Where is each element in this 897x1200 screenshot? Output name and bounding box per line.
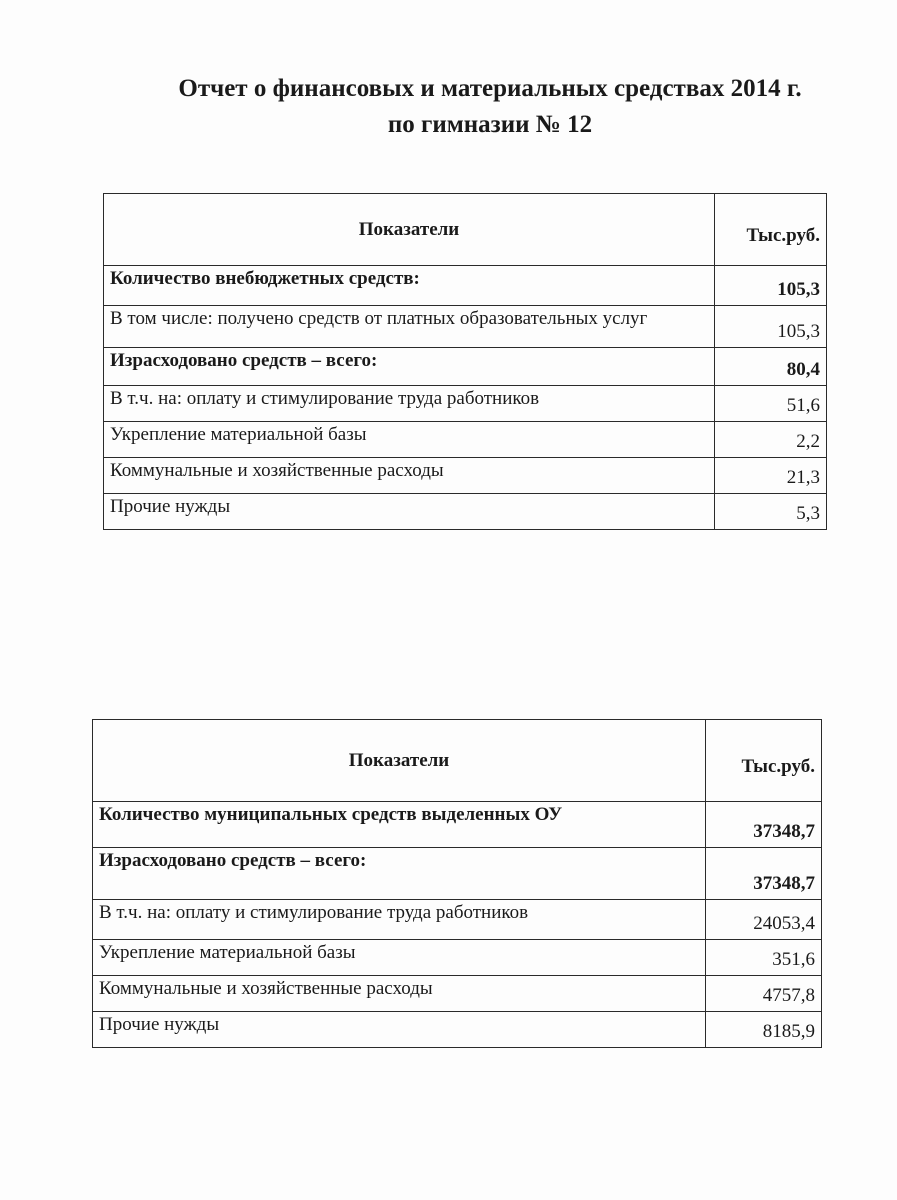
row-label: Укрепление материальной базы — [104, 422, 715, 458]
row-value: 351,6 — [706, 940, 822, 976]
row-label: Количество муниципальных средств выделенных ОУ — [93, 802, 706, 848]
table-row — [93, 1012, 822, 1048]
row-label: Израсходовано средств – всего: — [93, 848, 706, 900]
extrabudget-funds-table — [103, 193, 827, 530]
table-row — [93, 976, 822, 1012]
row-label: Израсходовано средств – всего: — [104, 348, 715, 386]
table-row — [104, 348, 827, 386]
table-row — [93, 802, 822, 848]
table-row — [104, 306, 827, 348]
row-value: 21,3 — [715, 458, 827, 494]
row-value: 24053,4 — [706, 900, 822, 940]
report-title-line-1: Отчет о финансовых и материальных средствах 2014 г. — [178, 75, 802, 102]
row-value: 51,6 — [715, 386, 827, 422]
column-header-indicators: Показатели — [104, 194, 715, 266]
table-header-row — [93, 720, 822, 802]
municipal-funds-table — [92, 719, 822, 1048]
row-label: Укрепление материальной базы — [93, 940, 706, 976]
table-header-row — [104, 194, 827, 266]
row-value: 80,4 — [715, 348, 827, 386]
report-title-line-2: по гимназии № 12 — [387, 111, 593, 138]
column-header-unit: Тыс.руб. — [715, 194, 827, 266]
row-label: В т.ч. на: оплату и стимулирование труда работников — [104, 386, 715, 422]
row-value: 8185,9 — [706, 1012, 822, 1048]
table-row — [93, 848, 822, 900]
column-header-unit: Тыс.руб. — [706, 720, 822, 802]
row-value: 2,2 — [715, 422, 827, 458]
table-row — [93, 940, 822, 976]
row-label: Коммунальные и хозяйственные расходы — [104, 458, 715, 494]
row-value: 105,3 — [715, 266, 827, 306]
row-value: 4757,8 — [706, 976, 822, 1012]
row-label: В том числе: получено средств от платных образовательных услуг — [104, 306, 715, 348]
row-label: В т.ч. на: оплату и стимулирование труда работников — [93, 900, 706, 940]
row-label: Прочие нужды — [104, 494, 715, 530]
table-row — [104, 494, 827, 530]
row-value: 5,3 — [715, 494, 827, 530]
row-value: 37348,7 — [706, 802, 822, 848]
row-label: Количество внебюджетных средств: — [104, 266, 715, 306]
table-row — [93, 900, 822, 940]
table-row — [104, 458, 827, 494]
row-value: 105,3 — [715, 306, 827, 348]
row-label: Коммунальные и хозяйственные расходы — [93, 976, 706, 1012]
column-header-indicators: Показатели — [93, 720, 706, 802]
table-row — [104, 386, 827, 422]
row-value: 37348,7 — [706, 848, 822, 900]
table-row — [104, 422, 827, 458]
table-row — [104, 266, 827, 306]
row-label: Прочие нужды — [93, 1012, 706, 1048]
